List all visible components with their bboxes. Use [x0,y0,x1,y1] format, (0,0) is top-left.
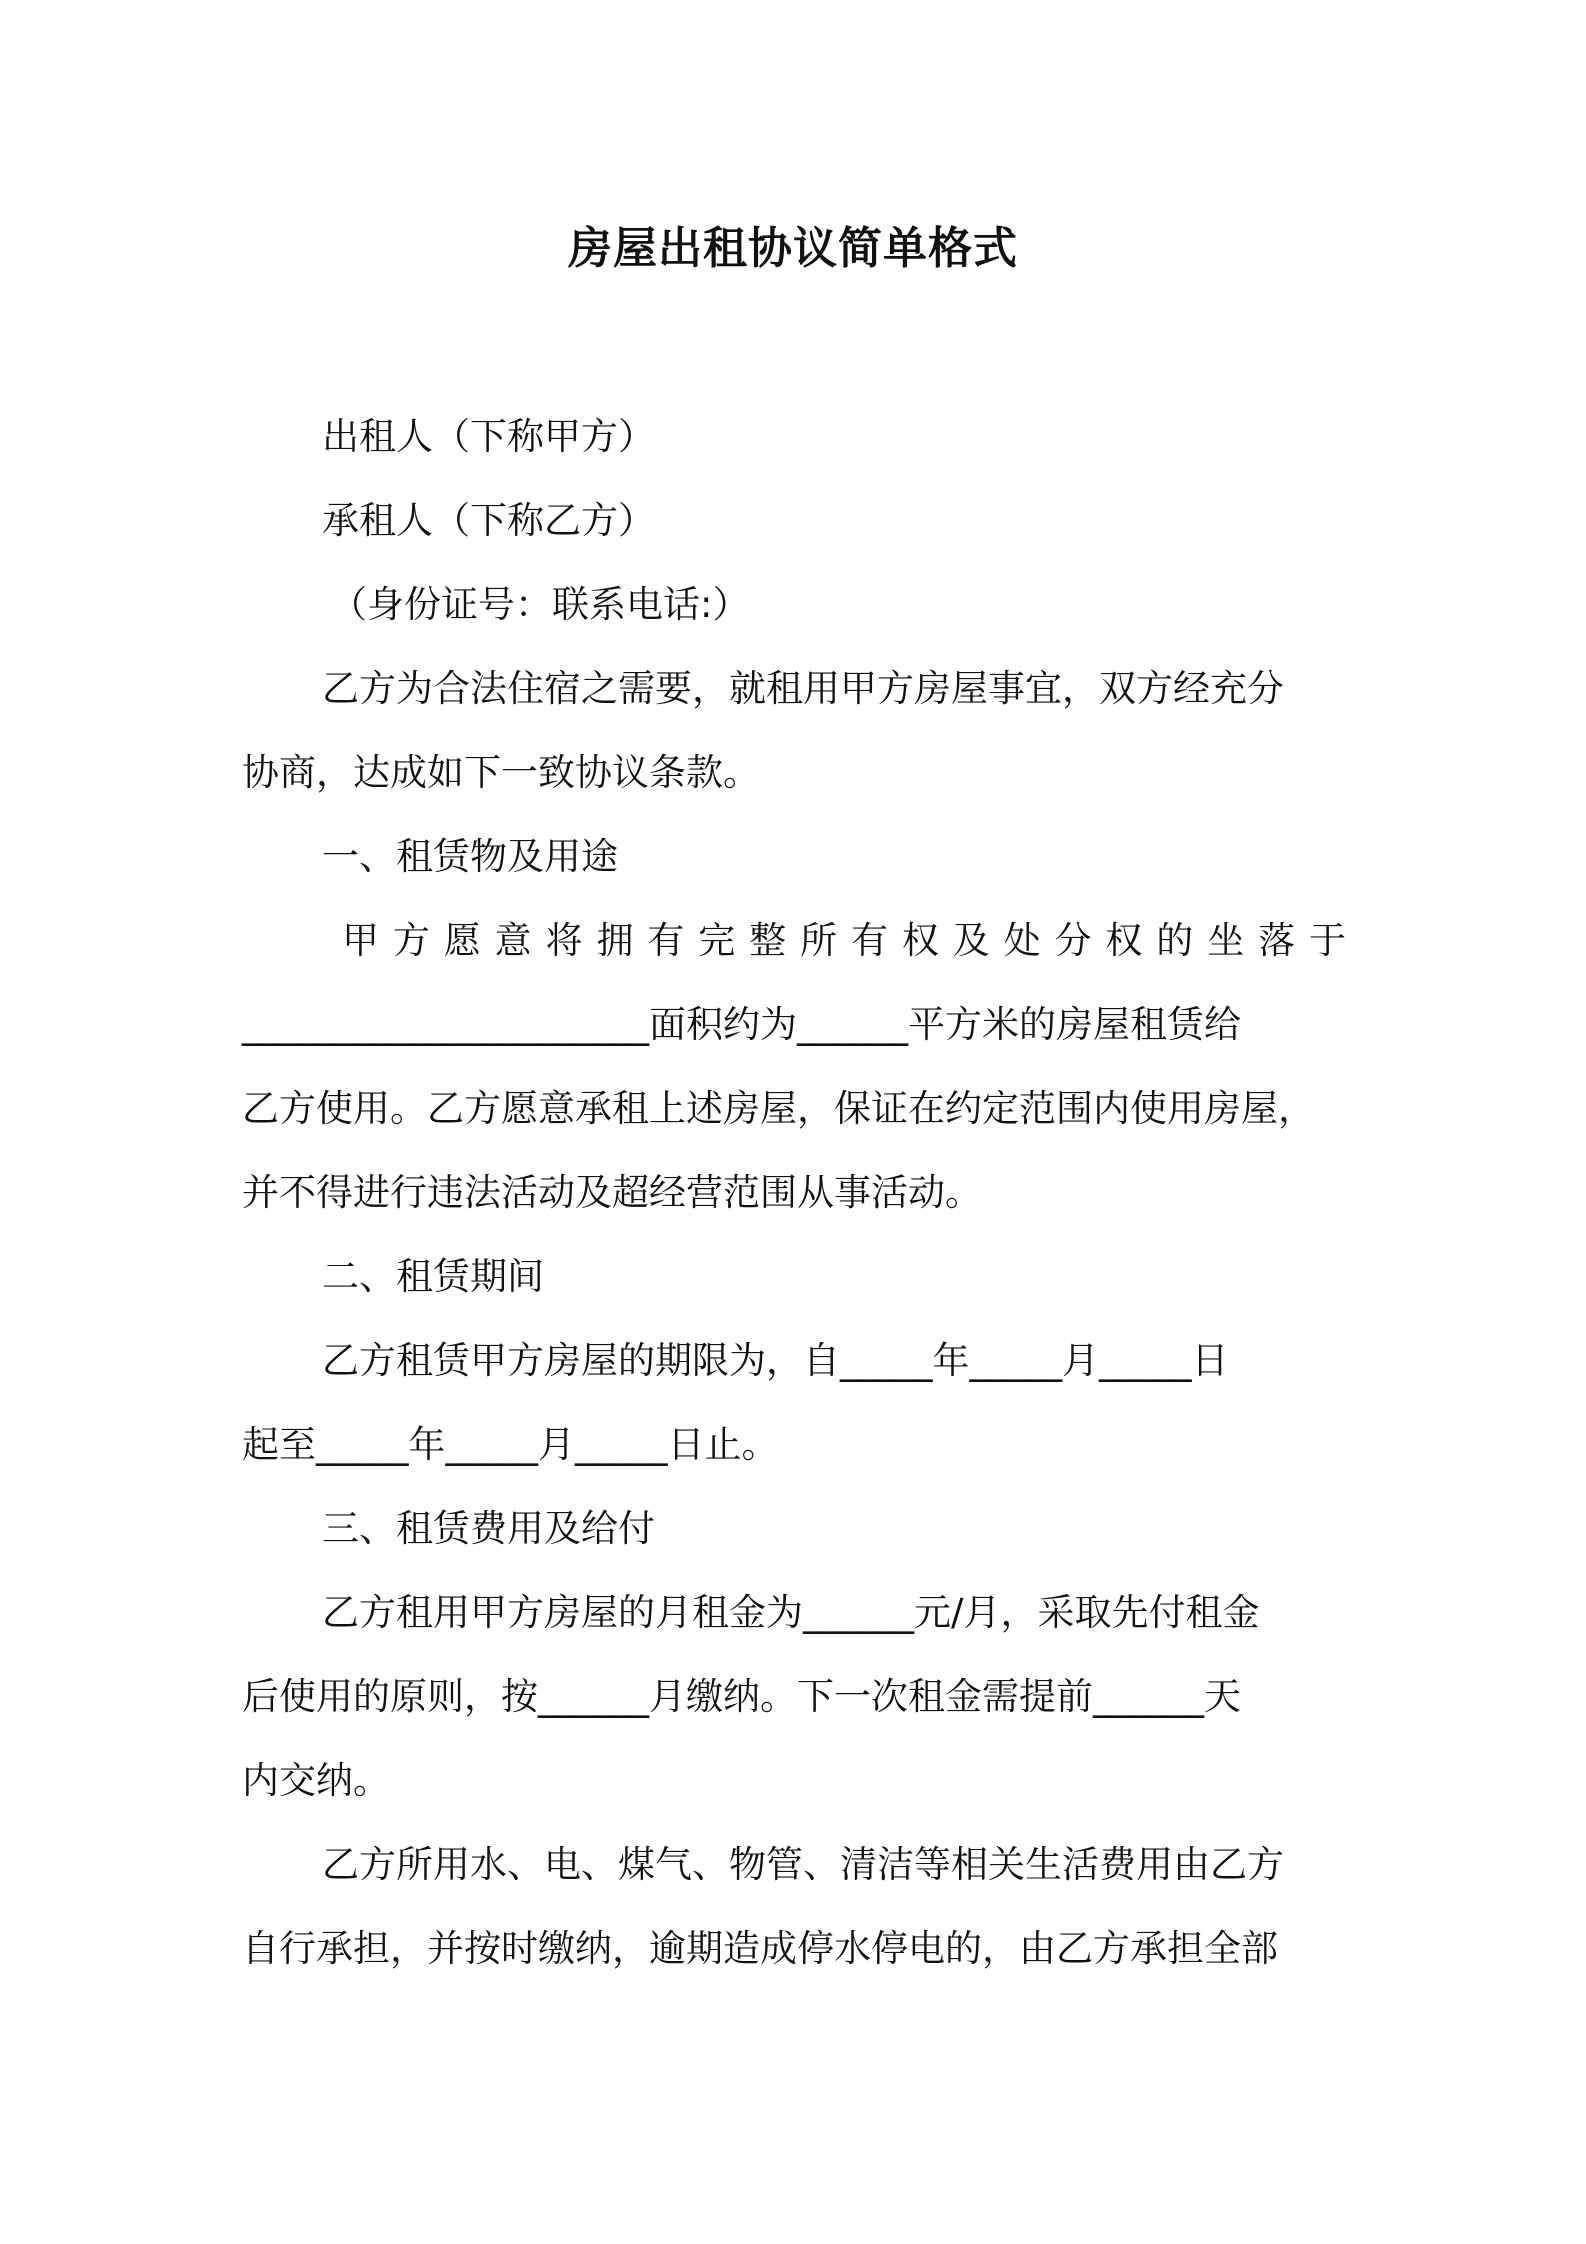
id-phone-line: （身份证号：联系电话:） [330,583,750,626]
section-2-heading: 二、租赁期间 [322,1255,544,1298]
section-2-line-2: 起至_____年_____月_____日止。 [242,1423,779,1466]
utilities-line-1: 乙方所用水、电、煤气、物管、清洁等相关生活费用由乙方 [322,1843,1284,1886]
section-1-line-4: 并不得进行违法活动及超经营范围从事活动。 [242,1171,982,1214]
section-1-line-2: ______________________面积约为______平方米的房屋租赁给 [242,1003,1241,1046]
intro-paragraph-line-1: 乙方为合法住宿之需要，就租用甲方房屋事宜，双方经充分 [322,667,1284,710]
section-3-heading: 三、租赁费用及给付 [322,1507,655,1550]
intro-paragraph-line-2: 协商，达成如下一致协议条款。 [242,751,760,794]
section-2-line-1: 乙方租赁甲方房屋的期限为，自_____年_____月_____日 [322,1339,1229,1382]
document-title: 房屋出租协议简单格式 [568,223,1018,274]
lessee-line: 承租人（下称乙方） [322,499,655,542]
utilities-line-2: 自行承担，并按时缴纳，逾期造成停水停电的，由乙方承担全部 [242,1927,1278,1970]
section-1-line-3: 乙方使用。乙方愿意承租上述房屋，保证在约定范围内使用房屋， [242,1087,1315,1130]
section-1-line-1: 甲 方 愿 意 将 拥 有 完 整 所 有 权 及 处 分 权 的 坐 落 于 [342,919,1346,962]
lessor-line: 出租人（下称甲方） [322,415,655,458]
section-3-line-1: 乙方租用甲方房屋的月租金为______元/月，采取先付租金 [322,1591,1260,1634]
section-3-line-2: 后使用的原则，按______月缴纳。下一次租金需提前______天 [242,1675,1241,1718]
section-3-line-3: 内交纳。 [242,1759,390,1802]
section-1-heading: 一、租赁物及用途 [322,835,618,878]
